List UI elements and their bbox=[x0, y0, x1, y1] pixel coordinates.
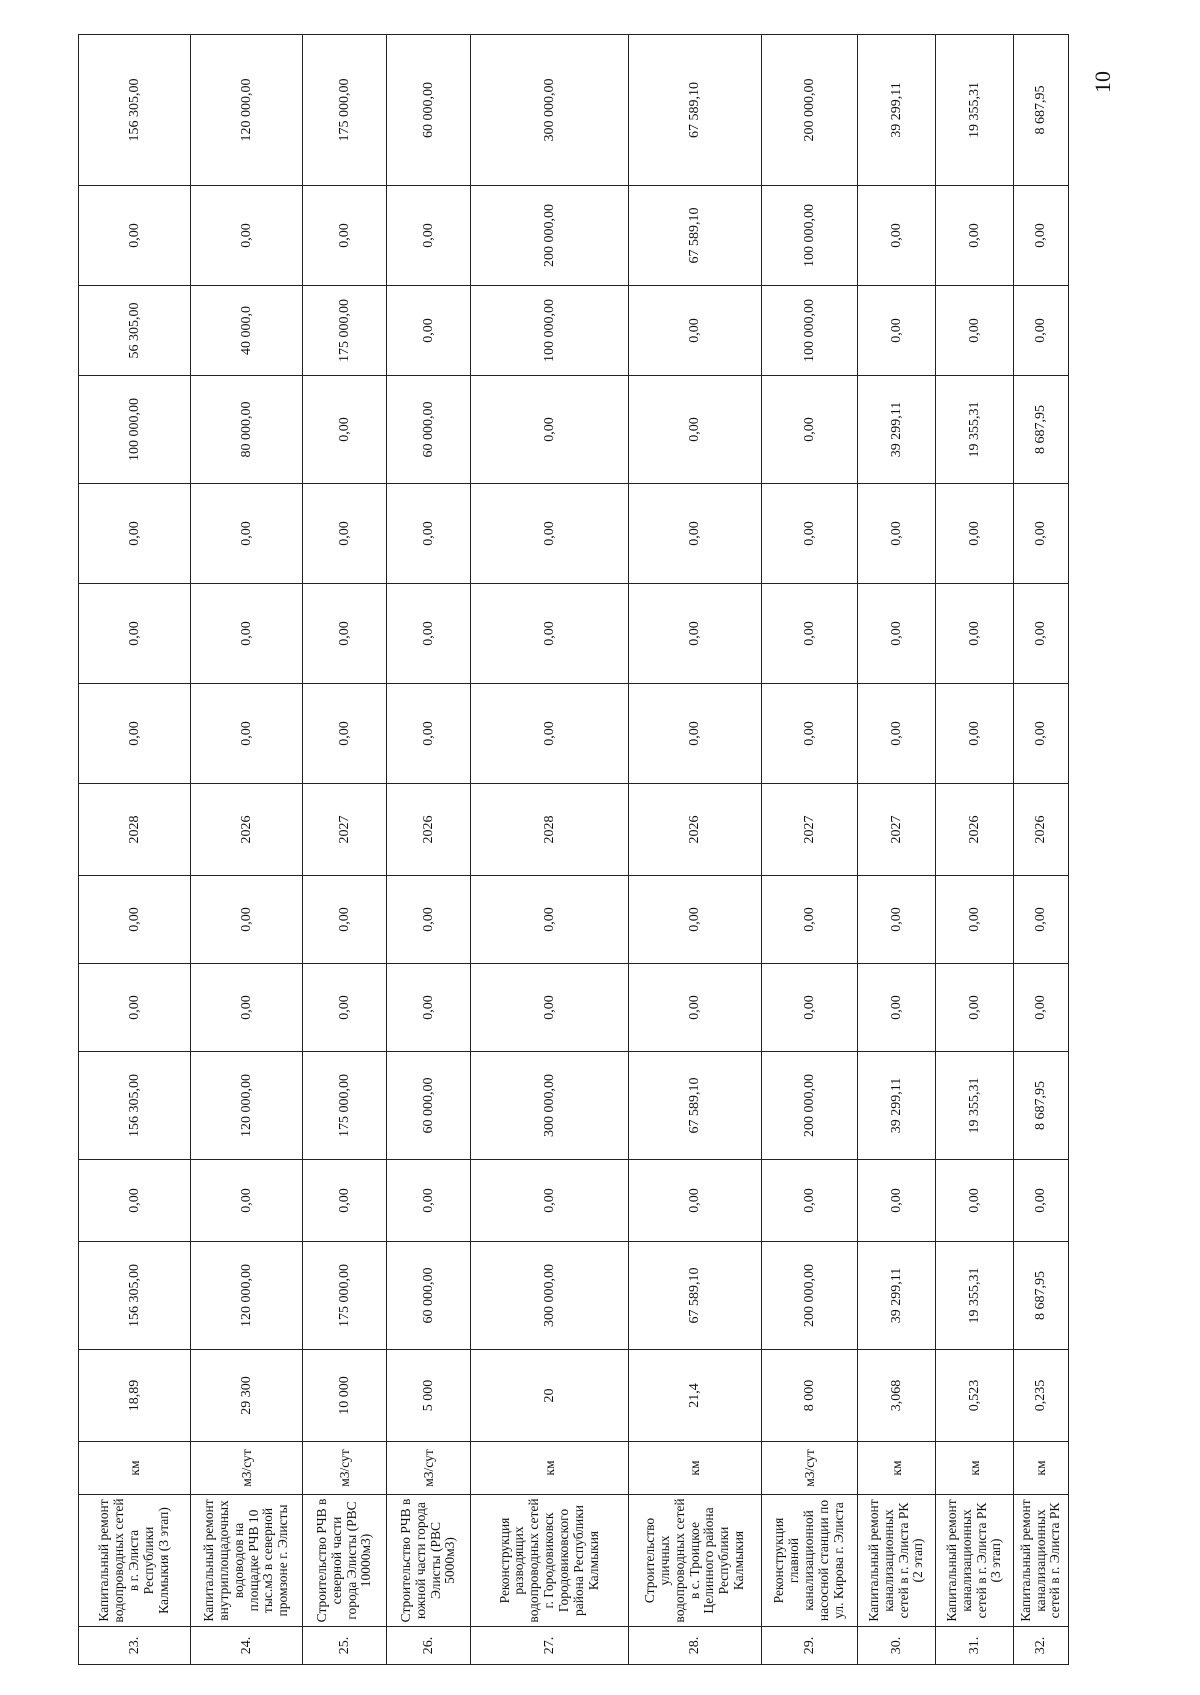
unit-cell: м3/сут bbox=[191, 1442, 303, 1495]
cost-cell: 19 355,31 bbox=[936, 1052, 1014, 1160]
unit-cell: км bbox=[1014, 1442, 1069, 1495]
completion-year-cell: 2026 bbox=[387, 784, 471, 876]
project-name: Реконструкция главной канализационной насосной станции по ул. Кирова г. Элиста bbox=[762, 1495, 858, 1627]
funding-sum-cell: 156 305,00 bbox=[79, 35, 191, 186]
quantity-cell: 18,89 bbox=[79, 1350, 191, 1442]
unit-cell: м3/сут bbox=[387, 1442, 471, 1495]
year-funding-cell: 100 000,00 bbox=[762, 286, 858, 376]
quantity-cell: 21,4 bbox=[629, 1350, 762, 1442]
completion-year-cell: 2026 bbox=[936, 784, 1014, 876]
unit-cell: м3/сут bbox=[762, 1442, 858, 1495]
project-name: Капитальный ремонт канализационных сетей в г. Элиста РК (3 этап) bbox=[936, 1495, 1014, 1627]
investment-table bbox=[78, 34, 1069, 1665]
quantity-cell: 20 bbox=[471, 1350, 629, 1442]
cost-cell: 0,00 bbox=[1014, 684, 1069, 784]
completion-year-cell: 2027 bbox=[762, 784, 858, 876]
table-row bbox=[471, 35, 629, 1665]
table-row bbox=[629, 35, 762, 1665]
table-row bbox=[387, 35, 471, 1665]
year-funding-cell: 200 000,00 bbox=[471, 186, 629, 286]
cost-cell: 0,00 bbox=[303, 1160, 387, 1242]
cost-cell: 0,00 bbox=[762, 964, 858, 1052]
unit-cell: км bbox=[629, 1442, 762, 1495]
completion-year-cell: 2028 bbox=[79, 784, 191, 876]
table-row bbox=[191, 35, 303, 1665]
year-funding-cell: 0,00 bbox=[762, 376, 858, 484]
row-number: 25. bbox=[303, 1627, 387, 1665]
unit-cell: км bbox=[936, 1442, 1014, 1495]
table-row bbox=[762, 35, 858, 1665]
year-funding-cell: 100 000,00 bbox=[762, 186, 858, 286]
cost-cell: 0,00 bbox=[79, 964, 191, 1052]
year-funding-cell: 0,00 bbox=[858, 286, 936, 376]
table-row bbox=[936, 35, 1014, 1665]
cost-cell: 0,00 bbox=[387, 964, 471, 1052]
funding-sum-cell: 175 000,00 bbox=[303, 35, 387, 186]
cost-cell: 0,00 bbox=[79, 1160, 191, 1242]
project-name: Капитальный ремонт канализационных сетей в г. Элиста РК bbox=[1014, 1495, 1069, 1627]
cost-cell: 0,00 bbox=[629, 964, 762, 1052]
cost-cell: 0,00 bbox=[762, 876, 858, 964]
cost-cell: 0,00 bbox=[471, 1160, 629, 1242]
cost-cell: 0,00 bbox=[471, 876, 629, 964]
cost-cell: 0,00 bbox=[303, 964, 387, 1052]
cost-cell: 0,00 bbox=[858, 584, 936, 684]
cost-cell: 0,00 bbox=[762, 1160, 858, 1242]
project-name: Капитальный ремонт внутриплощадочных водоводов на площадке РЧВ 10 тыс.м3 в северной промзоне г. Элисты bbox=[191, 1495, 303, 1627]
unit-cell: м3/сут bbox=[303, 1442, 387, 1495]
cost-cell: 0,00 bbox=[858, 1160, 936, 1242]
table-row bbox=[1014, 35, 1069, 1665]
unit-cell: км bbox=[79, 1442, 191, 1495]
completion-year-cell: 2027 bbox=[303, 784, 387, 876]
total-cost-cell: 200 000,00 bbox=[762, 1242, 858, 1350]
total-cost-cell: 67 589,10 bbox=[629, 1242, 762, 1350]
table-row bbox=[303, 35, 387, 1665]
cost-cell: 0,00 bbox=[471, 484, 629, 584]
cost-cell: 0,00 bbox=[191, 964, 303, 1052]
cost-cell: 0,00 bbox=[387, 876, 471, 964]
cost-cell: 0,00 bbox=[629, 584, 762, 684]
cost-cell: 0,00 bbox=[471, 584, 629, 684]
cost-cell: 0,00 bbox=[191, 876, 303, 964]
project-name: Реконструкция разводящих водопроводных сетей г. Городовиковск Городовиковского района Республики Калмыкия bbox=[471, 1495, 629, 1627]
project-name: Строительство РЧВ в южной части города Элисты (РВС 5000м3) bbox=[387, 1495, 471, 1627]
project-name: Капитальный ремонт водопроводных сетей в г. Элиста Республики Калмыкия (3 этап) bbox=[79, 1495, 191, 1627]
cost-cell: 300 000,00 bbox=[471, 1052, 629, 1160]
row-number: 31. bbox=[936, 1627, 1014, 1665]
cost-cell: 0,00 bbox=[762, 584, 858, 684]
cost-cell: 0,00 bbox=[303, 876, 387, 964]
year-funding-cell: 0,00 bbox=[858, 186, 936, 286]
completion-year-cell: 2028 bbox=[471, 784, 629, 876]
year-funding-cell: 39 299,11 bbox=[858, 376, 936, 484]
row-number: 24. bbox=[191, 1627, 303, 1665]
cost-cell: 8 687,95 bbox=[1014, 1052, 1069, 1160]
funding-sum-cell: 39 299,11 bbox=[858, 35, 936, 186]
table-row bbox=[79, 35, 191, 1665]
cost-cell: 0,00 bbox=[629, 684, 762, 784]
quantity-cell: 0,523 bbox=[936, 1350, 1014, 1442]
cost-cell: 60 000,00 bbox=[387, 1052, 471, 1160]
cost-cell: 0,00 bbox=[303, 684, 387, 784]
cost-cell: 0,00 bbox=[1014, 484, 1069, 584]
project-name: Капитальный ремонт канализационных сетей в г. Элиста РК (2 этап) bbox=[858, 1495, 936, 1627]
cost-cell: 0,00 bbox=[1014, 1160, 1069, 1242]
year-funding-cell: 0,00 bbox=[387, 186, 471, 286]
year-funding-cell: 80 000,00 bbox=[191, 376, 303, 484]
year-funding-cell: 100 000,00 bbox=[79, 376, 191, 484]
cost-cell: 175 000,00 bbox=[303, 1052, 387, 1160]
funding-sum-cell: 19 355,31 bbox=[936, 35, 1014, 186]
cost-cell: 0,00 bbox=[936, 964, 1014, 1052]
cost-cell: 0,00 bbox=[936, 1160, 1014, 1242]
year-funding-cell: 0,00 bbox=[1014, 286, 1069, 376]
cost-cell: 0,00 bbox=[79, 876, 191, 964]
row-number: 23. bbox=[79, 1627, 191, 1665]
cost-cell: 0,00 bbox=[936, 584, 1014, 684]
cost-cell: 0,00 bbox=[858, 964, 936, 1052]
cost-cell: 0,00 bbox=[471, 684, 629, 784]
page-number: 10 bbox=[1090, 71, 1115, 93]
cost-cell: 0,00 bbox=[629, 876, 762, 964]
total-cost-cell: 120 000,00 bbox=[191, 1242, 303, 1350]
completion-year-cell: 2026 bbox=[629, 784, 762, 876]
funding-sum-cell: 8 687,95 bbox=[1014, 35, 1069, 186]
total-cost-cell: 8 687,95 bbox=[1014, 1242, 1069, 1350]
quantity-cell: 10 000 bbox=[303, 1350, 387, 1442]
year-funding-cell: 0,00 bbox=[936, 286, 1014, 376]
cost-cell: 0,00 bbox=[191, 684, 303, 784]
row-number: 26. bbox=[387, 1627, 471, 1665]
year-funding-cell: 0,00 bbox=[387, 286, 471, 376]
cost-cell: 0,00 bbox=[1014, 876, 1069, 964]
year-funding-cell: 0,00 bbox=[1014, 186, 1069, 286]
funding-sum-cell: 120 000,00 bbox=[191, 35, 303, 186]
cost-cell: 0,00 bbox=[762, 684, 858, 784]
project-name: Строительство РЧВ в северной части города Элисты (РВС 10000м3) bbox=[303, 1495, 387, 1627]
year-funding-cell: 60 000,00 bbox=[387, 376, 471, 484]
cost-cell: 39 299,11 bbox=[858, 1052, 936, 1160]
cost-cell: 0,00 bbox=[191, 1160, 303, 1242]
year-funding-cell: 0,00 bbox=[79, 186, 191, 286]
year-funding-cell: 19 355,31 bbox=[936, 376, 1014, 484]
year-funding-cell: 100 000,00 bbox=[471, 286, 629, 376]
completion-year-cell: 2026 bbox=[191, 784, 303, 876]
row-number: 28. bbox=[629, 1627, 762, 1665]
unit-cell: км bbox=[858, 1442, 936, 1495]
cost-cell: 0,00 bbox=[858, 684, 936, 784]
row-number: 30. bbox=[858, 1627, 936, 1665]
funding-sum-cell: 200 000,00 bbox=[762, 35, 858, 186]
cost-cell: 0,00 bbox=[858, 484, 936, 584]
year-funding-cell: 0,00 bbox=[936, 186, 1014, 286]
cost-cell: 0,00 bbox=[387, 584, 471, 684]
table-row bbox=[858, 35, 936, 1665]
cost-cell: 0,00 bbox=[1014, 584, 1069, 684]
cost-cell: 0,00 bbox=[936, 484, 1014, 584]
project-name: Строительство уличных водопроводных сетей в с. Троицкое Целинного района Республики Калмыкия bbox=[629, 1495, 762, 1627]
unit-cell: км bbox=[471, 1442, 629, 1495]
funding-sum-cell: 67 589,10 bbox=[629, 35, 762, 186]
cost-cell: 0,00 bbox=[387, 684, 471, 784]
table-body bbox=[79, 35, 1069, 1665]
total-cost-cell: 175 000,00 bbox=[303, 1242, 387, 1350]
cost-cell: 120 000,00 bbox=[191, 1052, 303, 1160]
cost-cell: 0,00 bbox=[79, 484, 191, 584]
year-funding-cell: 56 305,00 bbox=[79, 286, 191, 376]
year-funding-cell: 0,00 bbox=[629, 286, 762, 376]
cost-cell: 0,00 bbox=[858, 876, 936, 964]
rotated-table-wrapper bbox=[78, 35, 1068, 1665]
quantity-cell: 29 300 bbox=[191, 1350, 303, 1442]
row-number: 32. bbox=[1014, 1627, 1069, 1665]
year-funding-cell: 40 000,0 bbox=[191, 286, 303, 376]
cost-cell: 0,00 bbox=[471, 964, 629, 1052]
quantity-cell: 8 000 bbox=[762, 1350, 858, 1442]
total-cost-cell: 19 355,31 bbox=[936, 1242, 1014, 1350]
year-funding-cell: 0,00 bbox=[629, 376, 762, 484]
cost-cell: 0,00 bbox=[387, 484, 471, 584]
funding-sum-cell: 300 000,00 bbox=[471, 35, 629, 186]
cost-cell: 0,00 bbox=[387, 1160, 471, 1242]
cost-cell: 156 305,00 bbox=[79, 1052, 191, 1160]
year-funding-cell: 67 589,10 bbox=[629, 186, 762, 286]
total-cost-cell: 60 000,00 bbox=[387, 1242, 471, 1350]
total-cost-cell: 300 000,00 bbox=[471, 1242, 629, 1350]
quantity-cell: 0,235 bbox=[1014, 1350, 1069, 1442]
year-funding-cell: 0,00 bbox=[191, 186, 303, 286]
cost-cell: 0,00 bbox=[191, 584, 303, 684]
cost-cell: 0,00 bbox=[936, 684, 1014, 784]
total-cost-cell: 39 299,11 bbox=[858, 1242, 936, 1350]
total-cost-cell: 156 305,00 bbox=[79, 1242, 191, 1350]
cost-cell: 0,00 bbox=[79, 584, 191, 684]
year-funding-cell: 175 000,00 bbox=[303, 286, 387, 376]
cost-cell: 0,00 bbox=[762, 484, 858, 584]
year-funding-cell: 0,00 bbox=[303, 376, 387, 484]
quantity-cell: 3,068 bbox=[858, 1350, 936, 1442]
quantity-cell: 5 000 bbox=[387, 1350, 471, 1442]
cost-cell: 0,00 bbox=[1014, 964, 1069, 1052]
cost-cell: 0,00 bbox=[191, 484, 303, 584]
cost-cell: 0,00 bbox=[936, 876, 1014, 964]
funding-sum-cell: 60 000,00 bbox=[387, 35, 471, 186]
cost-cell: 67 589,10 bbox=[629, 1052, 762, 1160]
completion-year-cell: 2026 bbox=[1014, 784, 1069, 876]
year-funding-cell: 8 687,95 bbox=[1014, 376, 1069, 484]
completion-year-cell: 2027 bbox=[858, 784, 936, 876]
cost-cell: 0,00 bbox=[629, 484, 762, 584]
row-number: 29. bbox=[762, 1627, 858, 1665]
cost-cell: 0,00 bbox=[303, 484, 387, 584]
cost-cell: 0,00 bbox=[303, 584, 387, 684]
year-funding-cell: 0,00 bbox=[471, 376, 629, 484]
year-funding-cell: 0,00 bbox=[303, 186, 387, 286]
cost-cell: 0,00 bbox=[79, 684, 191, 784]
row-number: 27. bbox=[471, 1627, 629, 1665]
cost-cell: 200 000,00 bbox=[762, 1052, 858, 1160]
cost-cell: 0,00 bbox=[629, 1160, 762, 1242]
